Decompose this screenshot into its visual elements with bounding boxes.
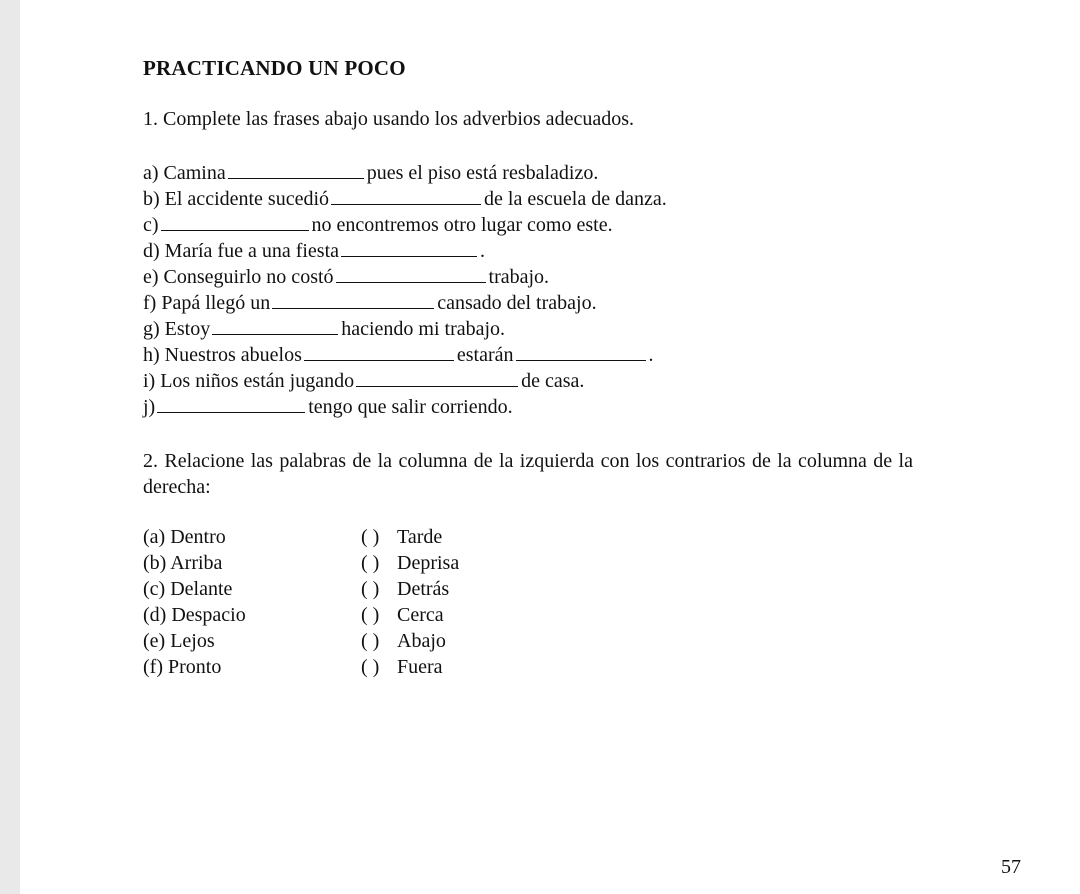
exercise-1-instruction: 1. Complete las frases abajo usando los adverbios adecuados. [143,108,634,130]
left-word: (b) Arriba [143,552,223,574]
answer-blank[interactable] [341,238,477,257]
right-word: Tarde [397,526,443,548]
right-word: Detrás [397,578,450,600]
sentence-text: pues el piso está resbaladizo. [366,162,599,184]
sentence-text: de casa. [521,370,585,392]
match-row [143,654,543,680]
right-word: Fuera [397,656,443,678]
left-word: (f) Pronto [143,656,222,678]
answer-blank[interactable] [331,186,481,205]
right-word: Deprisa [397,552,460,574]
sentence-text: e) Conseguirlo no costó [143,266,334,288]
sentence-text: c) [143,214,159,236]
sentence-a [143,160,667,186]
sentence-e [143,264,667,290]
sentence-d [143,238,667,264]
sentence-g [143,316,667,342]
sentence-text: tengo que salir corriendo. [308,396,513,418]
sentence-text: cansado del trabajo. [437,292,597,314]
sentence-text: h) Nuestros abuelos [143,344,302,366]
answer-blank[interactable] [157,394,305,413]
answer-blank[interactable] [161,212,309,231]
answer-paren[interactable]: ( ) [361,630,380,652]
exercise-1-sentences [143,160,667,420]
sentence-text: g) Estoy [143,318,211,340]
sentence-h [143,342,667,368]
sentence-c [143,212,667,238]
sentence-text: a) Camina [143,162,226,184]
right-word: Cerca [397,604,444,626]
page-title: PRACTICANDO UN POCO [143,56,406,80]
answer-blank[interactable] [516,342,646,361]
sentence-text: j) [143,396,156,418]
page-number: 57 [1001,856,1021,878]
answer-blank[interactable] [356,368,518,387]
sentence-f [143,290,667,316]
answer-blank[interactable] [336,264,486,283]
left-word: (e) Lejos [143,630,215,652]
sentence-text: trabajo. [488,266,550,288]
sentence-text: d) María fue a una fiesta [143,240,340,262]
right-word: Abajo [397,630,446,652]
sentence-j [143,394,667,420]
match-row [143,602,543,628]
sentence-text: i) Los niños están jugando [143,370,355,392]
answer-blank[interactable] [212,316,338,335]
answer-paren[interactable]: ( ) [361,526,380,548]
answer-paren[interactable]: ( ) [361,552,380,574]
match-row [143,576,543,602]
sentence-text: de la escuela de danza. [484,188,667,210]
sentence-text: . [648,344,654,366]
exercise-2-matching [143,524,543,680]
match-row [143,550,543,576]
left-word: (a) Dentro [143,526,226,548]
exercise-2-instruction: 2. Relacione las palabras de la columna de la izquierda con los contrarios de la columna de la derecha: [143,450,913,498]
answer-paren[interactable]: ( ) [361,656,380,678]
sentence-text: no encontremos otro lugar como este. [311,214,613,236]
sentence-b [143,186,667,212]
sentence-text: b) El accidente sucedió [143,188,330,210]
sentence-text: f) Papá llegó un [143,292,271,314]
sentence-text: estarán [456,344,514,366]
answer-blank[interactable] [272,290,434,309]
sentence-text: . [480,240,486,262]
match-row [143,524,543,550]
match-row [143,628,543,654]
document-page [20,0,1080,894]
answer-paren[interactable]: ( ) [361,578,380,600]
answer-blank[interactable] [228,160,364,179]
answer-paren[interactable]: ( ) [361,604,380,626]
left-word: (c) Delante [143,578,233,600]
left-word: (d) Despacio [143,604,246,626]
sentence-text: haciendo mi trabajo. [341,318,506,340]
answer-blank[interactable] [304,342,454,361]
sentence-i [143,368,667,394]
